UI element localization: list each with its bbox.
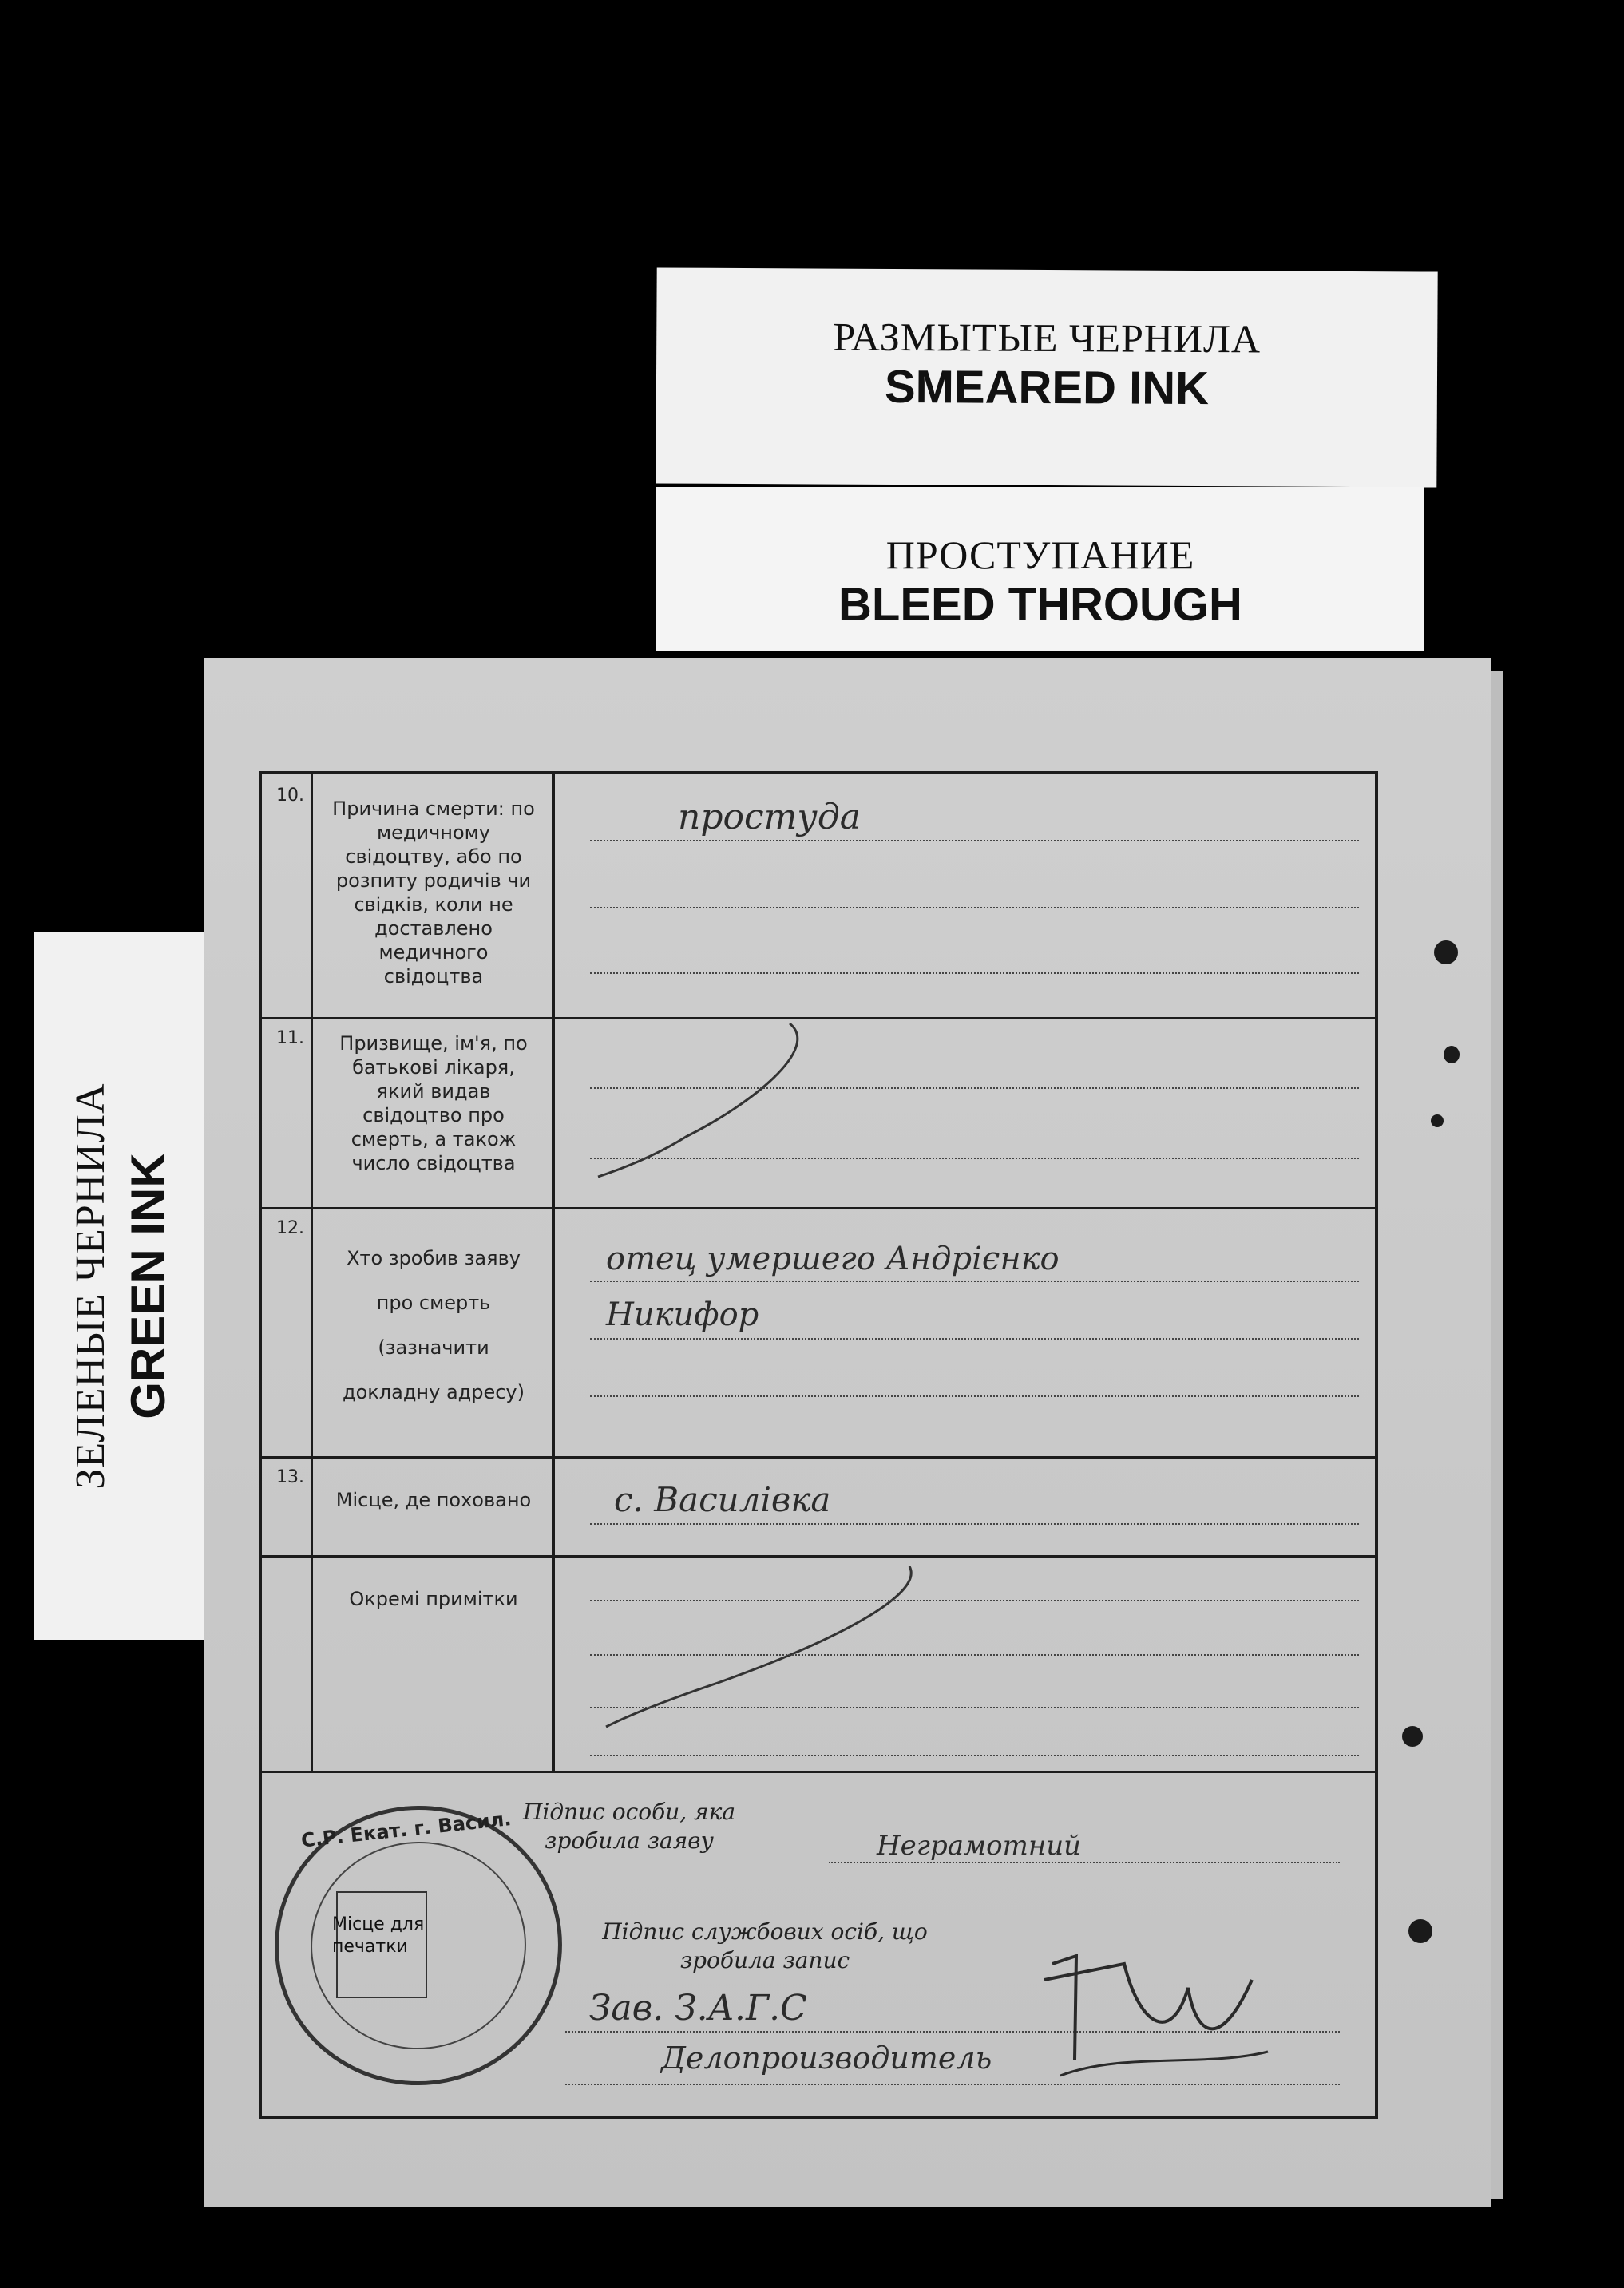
declarant-signature-value: Неграмотний	[877, 1830, 1082, 1862]
row-field	[558, 1555, 1375, 1771]
binding-hole	[1444, 1046, 1460, 1063]
row-number: 12.	[262, 1207, 313, 1456]
green-ink-tag-ru: ЗЕЛЕНЫЕ ЧЕРНИЛА	[68, 1083, 113, 1490]
document-sheet	[204, 658, 1491, 2207]
seal-place-label: Місце для печатки	[332, 1914, 425, 1957]
form-row-burial-place	[262, 1456, 1375, 1558]
dash-stroke	[590, 1017, 909, 1193]
dash-stroke	[590, 1555, 925, 1747]
row-field	[558, 774, 1375, 1017]
form-row-cause-of-death	[262, 774, 1375, 1019]
officials-signature-label: Підпис службових осіб, що зробила запис	[602, 1918, 928, 1973]
row-label: Призвище, ім'я, по батькові лікаря, який видав свідоцтво про смерть, а також число свідоцтва	[315, 1017, 555, 1207]
row-label: Причина смерти: по медичному свідоцтву, або по розпиту родичів чи свідків, коли не доставлено медичного свідоцтва	[315, 774, 555, 1017]
handwritten-value-2: Никифор	[606, 1296, 759, 1333]
officials-signature-value-1: Зав. З.А.Г.С	[589, 1988, 807, 2029]
row-number	[262, 1555, 313, 1771]
row-label: Окремі примітки	[315, 1555, 555, 1771]
row-number: 10.	[262, 774, 313, 1017]
form-row-declarant	[262, 1207, 1375, 1459]
handwritten-value: отец умершего Андрієнко	[606, 1241, 1060, 1277]
row-number: 13.	[262, 1456, 313, 1555]
binding-hole	[1431, 1114, 1444, 1127]
binding-hole	[1408, 1919, 1432, 1943]
smeared-ink-tag	[656, 267, 1437, 487]
handwritten-value: простуда	[678, 797, 862, 837]
row-field	[558, 1207, 1375, 1456]
bleed-through-tag-en: BLEED THROUGH	[838, 579, 1242, 631]
green-ink-tag-en: GREEN INK	[121, 1153, 175, 1419]
binding-hole	[1434, 940, 1458, 964]
declarant-signature-label: Підпис особи, яка зробила заяву	[522, 1799, 736, 1854]
row-label: Місце, де поховано	[315, 1456, 555, 1555]
handwritten-value: с. Василівка	[614, 1480, 831, 1519]
binding-hole	[1402, 1726, 1423, 1747]
row-number: 11.	[262, 1017, 313, 1207]
smeared-ink-tag-ru: РАЗМЫТЫЕ ЧЕРНИЛА	[833, 314, 1262, 362]
row-label: Хто зробив заяву про смерть (зазначити докладну адресу)	[315, 1207, 555, 1456]
form-row-doctor	[262, 1017, 1375, 1209]
smeared-ink-tag-en: SMEARED INK	[884, 360, 1210, 415]
row-field	[558, 1017, 1375, 1207]
bleed-through-tag	[656, 487, 1424, 651]
bleed-through-tag-ru: ПРОСТУПАНИЕ	[885, 532, 1195, 577]
green-ink-tag	[34, 932, 209, 1640]
form-row-remarks	[262, 1555, 1375, 1773]
stamp-ring-text: С.Р. Екат. г. Васил.	[299, 1807, 513, 1852]
official-signature-scrawl	[1028, 1932, 1284, 2092]
row-field	[558, 1456, 1375, 1555]
officials-signature-value-2: Делопроизводитель	[661, 2041, 992, 2076]
